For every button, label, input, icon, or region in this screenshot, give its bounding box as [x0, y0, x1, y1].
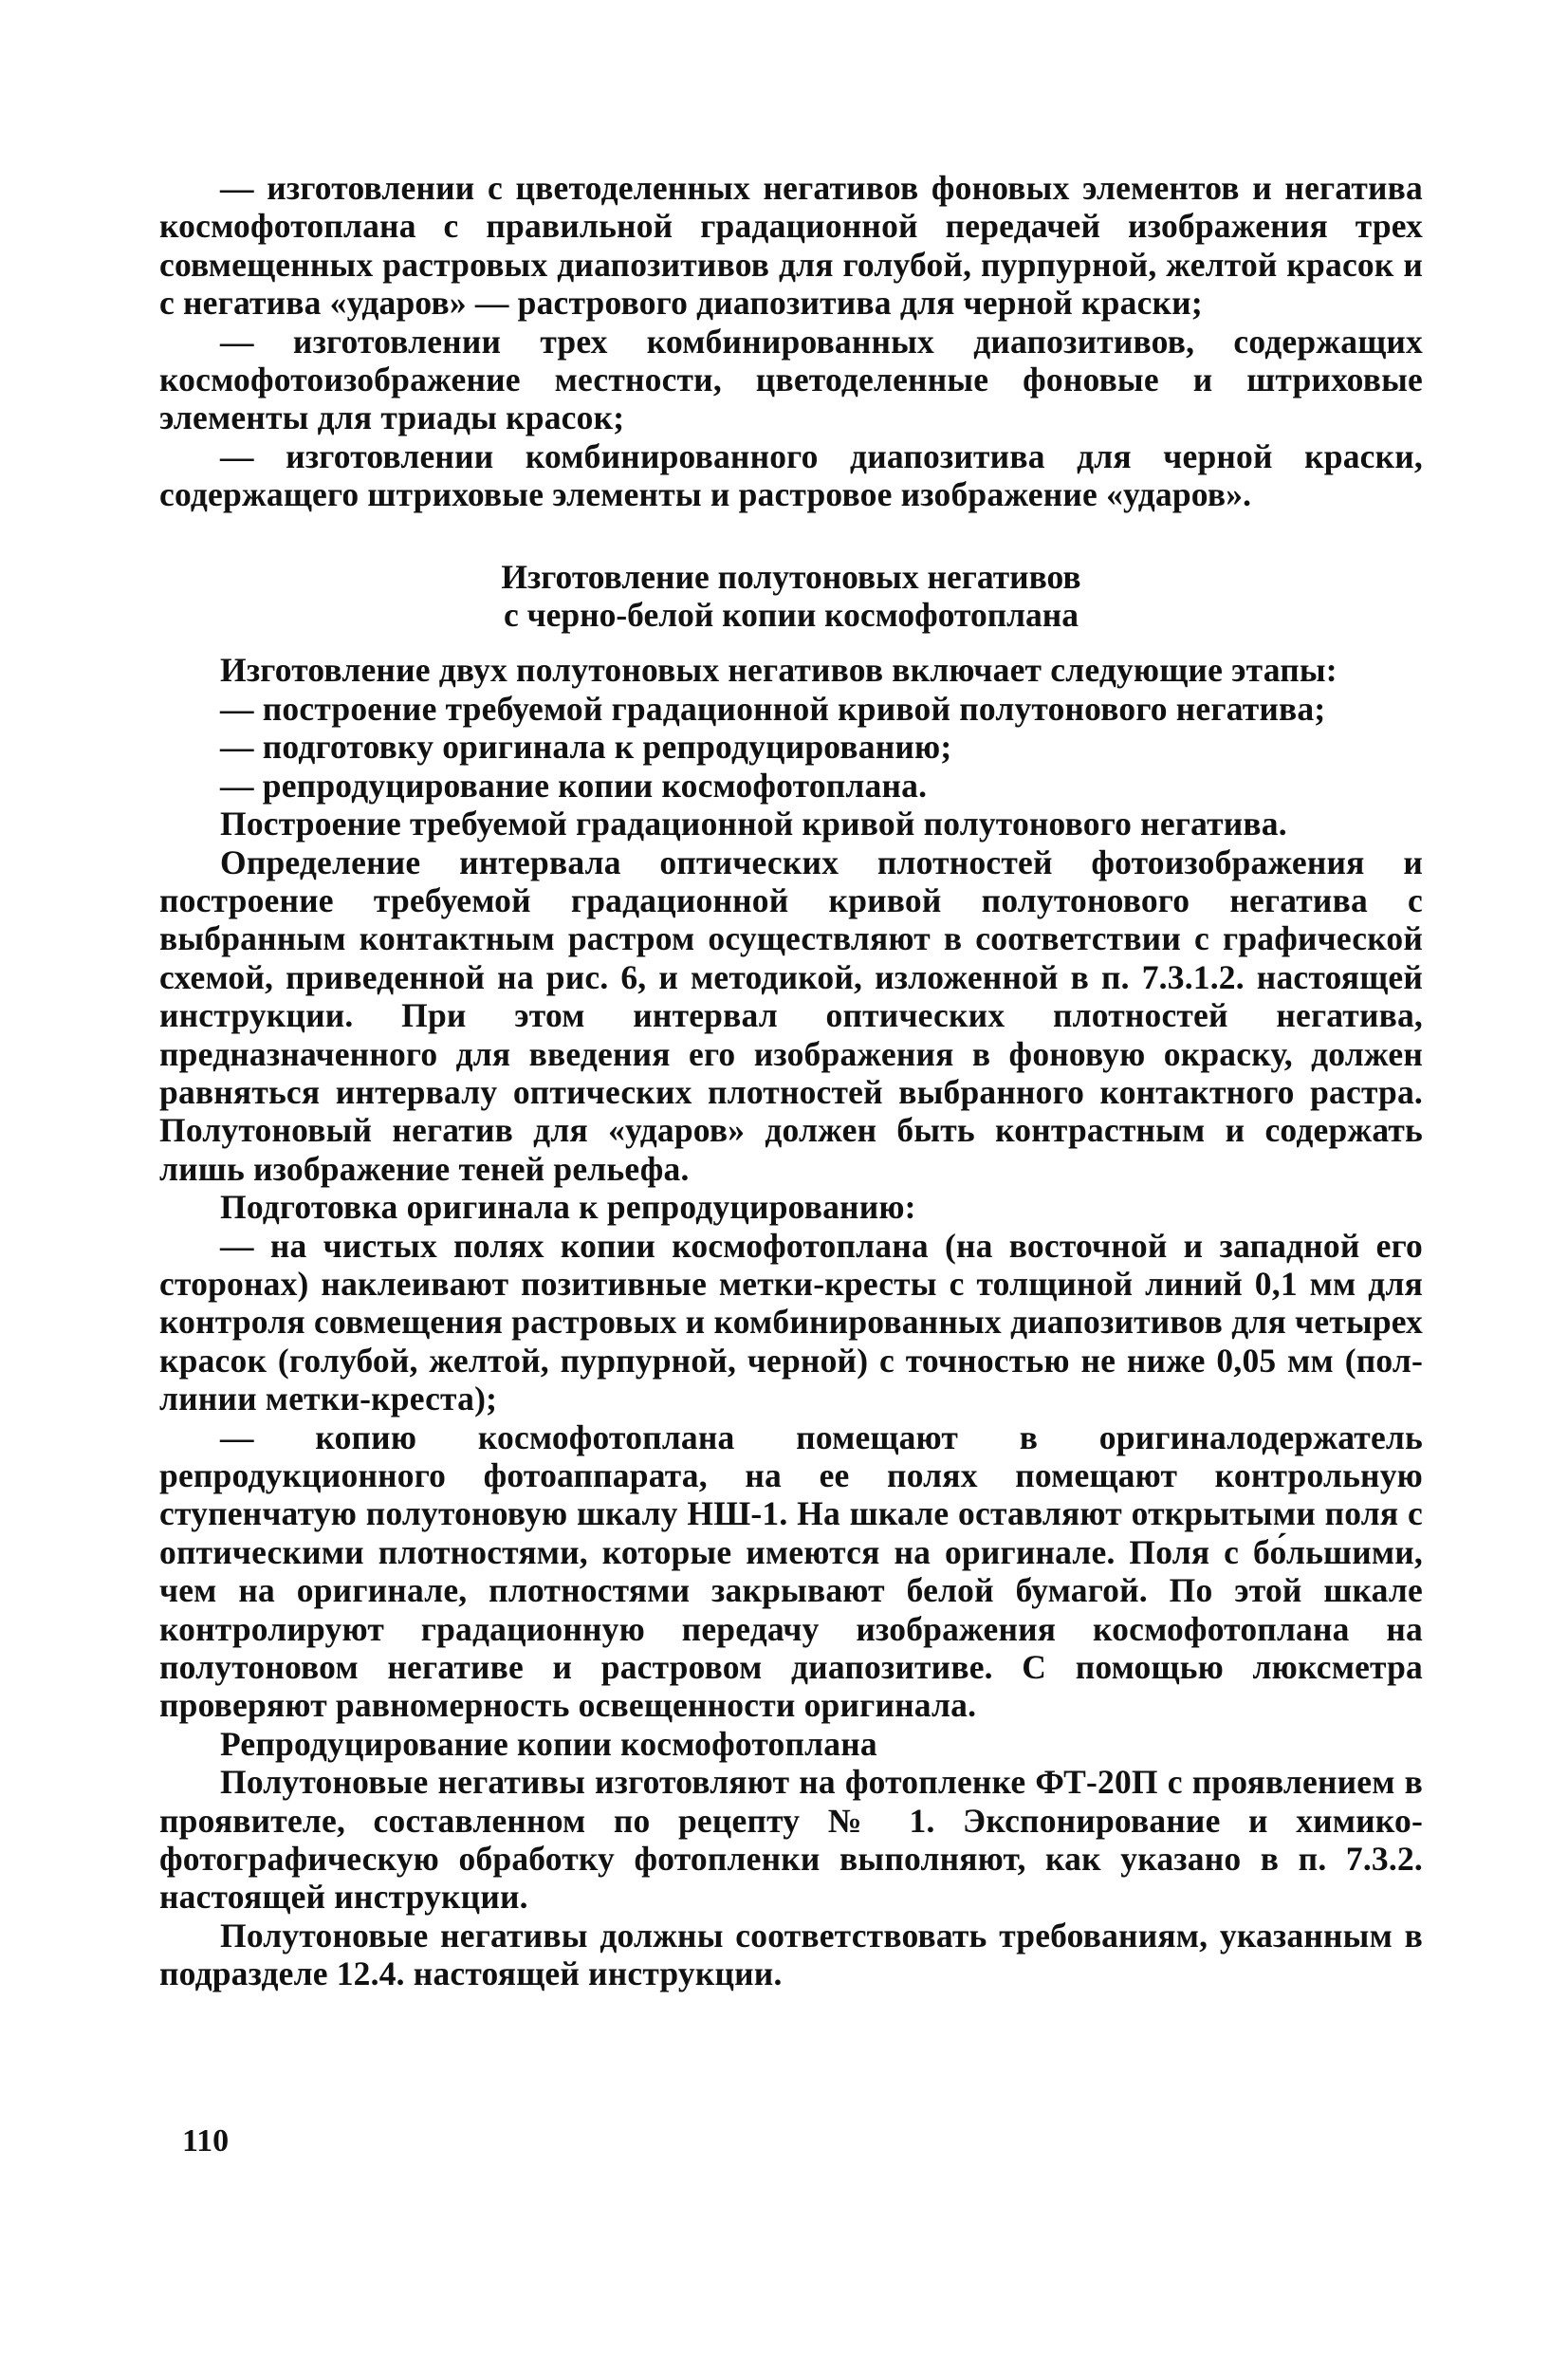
- paragraph-body-6: Определение интервала оптических плотностей фотоизображения и построение требуемой градационной кривой полутонового негатива с выбранным контактным растром осуществляют в соответствии с графической схемой, приведенной на рис. 6, и методикой, изложенной в п. 7.3.1.2. настоящей инструкции. При этом интервал оптических плотностей негатива, предназначенного для введения его изображения в фоновую окраску, должен равняться интервалу оптических плотностей выбранного контактного растра. Полутоновый негатив для «ударов» должен быть контрастным и содержать лишь изображение теней рельефа.: [159, 843, 1423, 1188]
- section-heading: [159, 558, 1423, 635]
- paragraph-body-9: — копию космофотоплана помещают в оригиналодержатель репродукционного фотоаппарата, на ее полях помещают контрольную ступенчатую полутоновую шкалу НШ-1. На шкале оставляют открытыми поля с оптическими плотностями, которые имеются на оригинале. Поля с бо́льшими, чем на оригинале, плотностями закрывают белой бумагой. По этой шкале контролируют градационную передачу изображения космофотоплана на полутоновом негативе и растровом диапозитиве. С помощью люксметра проверяют равномерность освещенности оригинала.: [159, 1417, 1423, 1725]
- paragraph-body-7: Подготовка оригинала к репродуцированию:: [220, 1188, 916, 1227]
- paragraph-top-1: — изготовлении с цветоделенных негативов фоновых элементов и негатива космофотоплана с правильной градационной передачей изображения трех совмещенных растровых диапозитивов для голубой, пурпурной, желтой красок и с негатива «ударов» — растрового диапозитива для черной краски;: [159, 169, 1423, 323]
- paragraph-body-10: Репродуцирование копии космофотоплана: [220, 1724, 877, 1763]
- paragraph-body-8: — на чистых полях копии космофотоплана (на восточной и западной его сторонах) наклеивают позитивные метки-кресты с толщиной линий 0,1 мм для контроля совмещения растровых и комбинированных диапозитивов для четырех красок (голубой, желтой, пурпурной, черной) с точностью не ниже 0,05 мм (пол-линии метки-креста);: [159, 1226, 1423, 1418]
- paragraph-body-11: Полутоновые негативы изготовляют на фотопленке ФТ-20П с проявлением в проявителе, составленном по рецепту № 1. Экспонирование и химико-фотографическую обработку фотопленки выполняют, как указано в п. 7.3.2. настоящей инструкции.: [159, 1763, 1423, 1917]
- section-heading-line1: Изготовление полутоновых негативов: [501, 557, 1081, 596]
- paragraph-top-2: — изготовлении трех комбинированных диапозитивов, содержащих космофотоизображение местности, цветоделенные фоновые и штриховые элементы для триады красок;: [159, 322, 1423, 437]
- paragraph-body-12: Полутоновые негативы должны соответствовать требованиям, указанным в подразделе 12.4. настоящей инструкции.: [159, 1916, 1423, 1993]
- paragraph-body-1: Изготовление двух полутоновых негативов включает следующие этапы:: [220, 651, 1337, 690]
- page-number: 110: [182, 2123, 230, 2158]
- paragraph-body-3: — подготовку оригинала к репродуцированию;: [220, 728, 952, 767]
- document-page: [159, 169, 1423, 1993]
- paragraph-body-4: — репродуцирование копии космофотоплана.: [220, 766, 928, 805]
- paragraph-body-2: — построение требуемой градационной кривой полутонового негатива;: [220, 689, 1326, 728]
- paragraph-body-5: Построение требуемой градационной кривой полутонового негатива.: [220, 805, 1287, 843]
- section-heading-line2: с черно-белой копии космофотоплана: [503, 596, 1079, 635]
- paragraph-top-3: — изготовлении комбинированного диапозитива для черной краски, содержащего штриховые элементы и растровое изображение «ударов».: [159, 436, 1423, 514]
